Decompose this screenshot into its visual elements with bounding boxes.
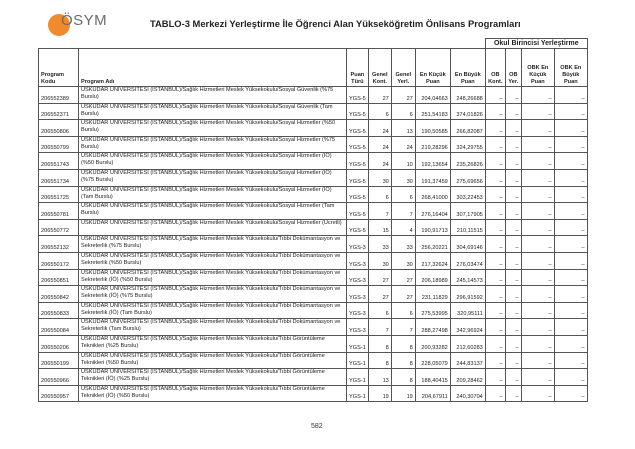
program-code-cell: 206550957 xyxy=(39,385,79,402)
genel-yerl-cell: 6 xyxy=(391,302,415,319)
table-row xyxy=(39,186,588,203)
en-kucuk-puan-cell: 191,37459 xyxy=(415,169,450,186)
puan-turu-cell: YGS-5 xyxy=(347,169,369,186)
ob-yer-cell: -- xyxy=(505,335,521,352)
en-buyuk-puan-cell: 275,69656 xyxy=(450,169,485,186)
obk-en-kucuk-cell: -- xyxy=(521,352,554,369)
program-code-cell: 206550172 xyxy=(39,252,79,269)
en-buyuk-puan-cell: 266,82087 xyxy=(450,120,485,137)
program-code-cell: 206550842 xyxy=(39,286,79,303)
obk-en-buyuk-cell: -- xyxy=(554,87,587,104)
puan-turu-cell: YGS-5 xyxy=(347,120,369,137)
genel-yerl-cell: 6 xyxy=(391,186,415,203)
program-name-cell: ÜSKÜDAR ÜNİVERSİTESİ (İSTANBUL)/Sağlık Hizmetleri Meslek Yüksekokulu/Sosyal Güvenlik (Tam Burslu) xyxy=(79,103,347,120)
en-buyuk-puan-cell: 240,30704 xyxy=(450,385,485,402)
program-name-cell: ÜSKÜDAR ÜNİVERSİTESİ (İSTANBUL)/Sağlık Hizmetleri Meslek Yüksekokulu/Tıbbi Görüntüleme Teknikleri (%25 Burslu) xyxy=(79,335,347,352)
genel-yerl-cell: 4 xyxy=(391,219,415,236)
genel-kont-cell: 19 xyxy=(368,385,391,402)
program-code-cell: 206550966 xyxy=(39,369,79,386)
obk-en-kucuk-cell: -- xyxy=(521,335,554,352)
obk-en-buyuk-cell: -- xyxy=(554,302,587,319)
ob-yer-cell: -- xyxy=(505,219,521,236)
puan-turu-cell: YGS-1 xyxy=(347,352,369,369)
obk-en-kucuk-cell: -- xyxy=(521,369,554,386)
obk-en-kucuk-cell: -- xyxy=(521,87,554,104)
programs-table xyxy=(38,38,588,402)
program-code-cell: 206550833 xyxy=(39,302,79,319)
puan-turu-cell: YGS-3 xyxy=(347,302,369,319)
col-genel-yerl: Genel Yerl. xyxy=(391,49,415,87)
program-name-cell: ÜSKÜDAR ÜNİVERSİTESİ (İSTANBUL)/Sağlık Hizmetleri Meslek Yüksekokulu/Tıbbi Dokümantasyon ve Sekreterlik (Tam Burslu) xyxy=(79,319,347,336)
page-title: TABLO-3 Merkezi Yerleştirme İle Öğrenci Alan Yükseköğretim Önlisans Programları xyxy=(150,18,521,29)
table-row xyxy=(39,203,588,220)
puan-turu-cell: YGS-5 xyxy=(347,219,369,236)
program-name-cell: ÜSKÜDAR ÜNİVERSİTESİ (İSTANBUL)/Sağlık Hizmetleri Meslek Yüksekokulu/Tıbbi Dokümantasyon ve Sekreterlik (%75 Burslu) xyxy=(79,236,347,253)
obk-en-kucuk-cell: -- xyxy=(521,385,554,402)
ob-kont-cell: -- xyxy=(485,87,505,104)
en-kucuk-puan-cell: 256,20221 xyxy=(415,236,450,253)
en-kucuk-puan-cell: 204,67911 xyxy=(415,385,450,402)
obk-en-kucuk-cell: -- xyxy=(521,269,554,286)
table-row xyxy=(39,385,588,402)
genel-kont-cell: 8 xyxy=(368,335,391,352)
obk-en-buyuk-cell: -- xyxy=(554,352,587,369)
ob-yer-cell: -- xyxy=(505,236,521,253)
ob-kont-cell: -- xyxy=(485,352,505,369)
ob-kont-cell: -- xyxy=(485,236,505,253)
genel-yerl-cell: 19 xyxy=(391,385,415,402)
genel-kont-cell: 6 xyxy=(368,302,391,319)
table-row xyxy=(39,369,588,386)
en-kucuk-puan-cell: 288,27498 xyxy=(415,319,450,336)
obk-en-kucuk-cell: -- xyxy=(521,219,554,236)
obk-en-kucuk-cell: -- xyxy=(521,186,554,203)
obk-en-buyuk-cell: -- xyxy=(554,369,587,386)
en-buyuk-puan-cell: 248,26688 xyxy=(450,87,485,104)
col-obk-en-kucuk: OBK En Küçük Puan xyxy=(521,49,554,87)
puan-turu-cell: YGS-5 xyxy=(347,103,369,120)
en-buyuk-puan-cell: 342,96924 xyxy=(450,319,485,336)
program-code-cell: 206552389 xyxy=(39,87,79,104)
program-code-cell: 206550799 xyxy=(39,136,79,153)
ob-yer-cell: -- xyxy=(505,352,521,369)
en-buyuk-puan-cell: 235,26826 xyxy=(450,153,485,170)
col-obk-en-buyuk: OBK En Büyük Puan xyxy=(554,49,587,87)
ob-kont-cell: -- xyxy=(485,153,505,170)
obk-en-buyuk-cell: -- xyxy=(554,286,587,303)
puan-turu-cell: YGS-3 xyxy=(347,236,369,253)
program-code-cell: 206551725 xyxy=(39,186,79,203)
genel-kont-cell: 8 xyxy=(368,352,391,369)
ob-yer-cell: -- xyxy=(505,186,521,203)
genel-yerl-cell: 10 xyxy=(391,153,415,170)
genel-yerl-cell: 8 xyxy=(391,369,415,386)
table-row xyxy=(39,269,588,286)
ob-kont-cell: -- xyxy=(485,203,505,220)
genel-kont-cell: 30 xyxy=(368,169,391,186)
table-row xyxy=(39,169,588,186)
program-code-cell: 206552132 xyxy=(39,236,79,253)
en-buyuk-puan-cell: 307,17905 xyxy=(450,203,485,220)
puan-turu-cell: YGS-5 xyxy=(347,87,369,104)
program-name-cell: ÜSKÜDAR ÜNİVERSİTESİ (İSTANBUL)/Sağlık Hizmetleri Meslek Yüksekokulu/Sosyal Hizmetler (İÖ) (Tam Burslu) xyxy=(79,186,347,203)
ob-yer-cell: -- xyxy=(505,103,521,120)
col-ob-kont: OB Kont. xyxy=(485,49,505,87)
ob-kont-cell: -- xyxy=(485,103,505,120)
table-row xyxy=(39,352,588,369)
program-name-cell: ÜSKÜDAR ÜNİVERSİTESİ (İSTANBUL)/Sağlık Hizmetleri Meslek Yüksekokulu/Sosyal Hizmetler (İÖ) (%50 Burslu) xyxy=(79,153,347,170)
en-buyuk-puan-cell: 245,14573 xyxy=(450,269,485,286)
genel-yerl-cell: 27 xyxy=(391,286,415,303)
en-buyuk-puan-cell: 209,28462 xyxy=(450,369,485,386)
genel-kont-cell: 6 xyxy=(368,103,391,120)
genel-yerl-cell: 8 xyxy=(391,352,415,369)
table-row xyxy=(39,219,588,236)
puan-turu-cell: YGS-3 xyxy=(347,286,369,303)
obk-en-kucuk-cell: -- xyxy=(521,153,554,170)
en-kucuk-puan-cell: 190,50585 xyxy=(415,120,450,137)
obk-en-kucuk-cell: -- xyxy=(521,252,554,269)
program-code-cell: 206550781 xyxy=(39,203,79,220)
genel-yerl-cell: 30 xyxy=(391,169,415,186)
en-buyuk-puan-cell: 276,03474 xyxy=(450,252,485,269)
en-kucuk-puan-cell: 204,04663 xyxy=(415,87,450,104)
obk-en-kucuk-cell: -- xyxy=(521,120,554,137)
obk-en-buyuk-cell: -- xyxy=(554,335,587,352)
program-code-cell: 206550084 xyxy=(39,319,79,336)
genel-yerl-cell: 7 xyxy=(391,319,415,336)
ob-kont-cell: -- xyxy=(485,319,505,336)
ob-kont-cell: -- xyxy=(485,286,505,303)
col-genel-kont: Genel Kont. xyxy=(368,49,391,87)
ob-kont-cell: -- xyxy=(485,385,505,402)
table-row xyxy=(39,302,588,319)
genel-yerl-cell: 8 xyxy=(391,335,415,352)
program-name-cell: ÜSKÜDAR ÜNİVERSİTESİ (İSTANBUL)/Sağlık Hizmetleri Meslek Yüksekokulu/Tıbbi Görüntüleme Teknikleri (İÖ) (%25 Burslu) xyxy=(79,369,347,386)
en-buyuk-puan-cell: 296,91592 xyxy=(450,286,485,303)
en-kucuk-puan-cell: 190,91713 xyxy=(415,219,450,236)
genel-yerl-cell: 27 xyxy=(391,87,415,104)
col-program-kodu: Program Kodu xyxy=(39,49,79,87)
obk-en-buyuk-cell: -- xyxy=(554,219,587,236)
en-buyuk-puan-cell: 320,95111 xyxy=(450,302,485,319)
ob-kont-cell: -- xyxy=(485,169,505,186)
ob-yer-cell: -- xyxy=(505,369,521,386)
table-row xyxy=(39,319,588,336)
program-name-cell: ÜSKÜDAR ÜNİVERSİTESİ (İSTANBUL)/Sağlık Hizmetleri Meslek Yüksekokulu/Tıbbi Dokümantasyon ve Sekreterlik (İÖ) (%75 Burslu) xyxy=(79,286,347,303)
genel-yerl-cell: 30 xyxy=(391,252,415,269)
ob-kont-cell: -- xyxy=(485,219,505,236)
ob-kont-cell: -- xyxy=(485,136,505,153)
puan-turu-cell: YGS-3 xyxy=(347,252,369,269)
program-name-cell: ÜSKÜDAR ÜNİVERSİTESİ (İSTANBUL)/Sağlık Hizmetleri Meslek Yüksekokulu/Tıbbi Dokümantasyon ve Sekreterlik (İÖ) (%50 Burslu) xyxy=(79,269,347,286)
table-row xyxy=(39,87,588,104)
en-kucuk-puan-cell: 217,32624 xyxy=(415,252,450,269)
program-code-cell: 206551743 xyxy=(39,153,79,170)
ob-yer-cell: -- xyxy=(505,286,521,303)
ob-yer-cell: -- xyxy=(505,203,521,220)
genel-kont-cell: 24 xyxy=(368,136,391,153)
program-name-cell: ÜSKÜDAR ÜNİVERSİTESİ (İSTANBUL)/Sağlık Hizmetleri Meslek Yüksekokulu/Sosyal Hizmetler (%75 Burslu) xyxy=(79,136,347,153)
puan-turu-cell: YGS-1 xyxy=(347,369,369,386)
genel-kont-cell: 30 xyxy=(368,252,391,269)
genel-yerl-cell: 6 xyxy=(391,103,415,120)
col-ob-yer: OB Yer. xyxy=(505,49,521,87)
genel-kont-cell: 33 xyxy=(368,236,391,253)
table-row xyxy=(39,335,588,352)
en-buyuk-puan-cell: 303,22453 xyxy=(450,186,485,203)
puan-turu-cell: YGS-3 xyxy=(347,269,369,286)
en-kucuk-puan-cell: 206,18989 xyxy=(415,269,450,286)
ob-yer-cell: -- xyxy=(505,302,521,319)
obk-en-buyuk-cell: -- xyxy=(554,169,587,186)
genel-yerl-cell: 24 xyxy=(391,136,415,153)
program-name-cell: ÜSKÜDAR ÜNİVERSİTESİ (İSTANBUL)/Sağlık Hizmetleri Meslek Yüksekokulu/Sosyal Hizmetler (İÖ) (%75 Burslu) xyxy=(79,169,347,186)
ob-yer-cell: -- xyxy=(505,87,521,104)
genel-yerl-cell: 13 xyxy=(391,120,415,137)
ob-kont-cell: -- xyxy=(485,369,505,386)
puan-turu-cell: YGS-5 xyxy=(347,136,369,153)
ob-yer-cell: -- xyxy=(505,269,521,286)
genel-kont-cell: 27 xyxy=(368,286,391,303)
program-name-cell: ÜSKÜDAR ÜNİVERSİTESİ (İSTANBUL)/Sağlık Hizmetleri Meslek Yüksekokulu/Sosyal Hizmetler (Ücretli) xyxy=(79,219,347,236)
ob-kont-cell: -- xyxy=(485,269,505,286)
obk-en-kucuk-cell: -- xyxy=(521,286,554,303)
program-code-cell: 206550206 xyxy=(39,335,79,352)
genel-kont-cell: 24 xyxy=(368,153,391,170)
table-row xyxy=(39,136,588,153)
obk-en-kucuk-cell: -- xyxy=(521,103,554,120)
page-number: 582 xyxy=(311,423,323,430)
obk-en-buyuk-cell: -- xyxy=(554,120,587,137)
program-name-cell: ÜSKÜDAR ÜNİVERSİTESİ (İSTANBUL)/Sağlık Hizmetleri Meslek Yüksekokulu/Tıbbi Görüntüleme Teknikleri (%50 Burslu) xyxy=(79,352,347,369)
puan-turu-cell: YGS-1 xyxy=(347,335,369,352)
ob-yer-cell: -- xyxy=(505,385,521,402)
obk-en-kucuk-cell: -- xyxy=(521,203,554,220)
genel-yerl-cell: 7 xyxy=(391,203,415,220)
program-name-cell: ÜSKÜDAR ÜNİVERSİTESİ (İSTANBUL)/Sağlık Hizmetleri Meslek Yüksekokulu/Sosyal Hizmetler (Tam Burslu) xyxy=(79,203,347,220)
program-code-cell: 206550806 xyxy=(39,120,79,137)
obk-en-buyuk-cell: -- xyxy=(554,153,587,170)
program-name-cell: ÜSKÜDAR ÜNİVERSİTESİ (İSTANBUL)/Sağlık Hizmetleri Meslek Yüksekokulu/Tıbbi Dokümantasyon ve Sekreterlik (İÖ) (Tam Burslu) xyxy=(79,302,347,319)
col-puan-turu: Puan Türü xyxy=(347,49,369,87)
en-kucuk-puan-cell: 231,11829 xyxy=(415,286,450,303)
genel-kont-cell: 27 xyxy=(368,87,391,104)
obk-en-kucuk-cell: -- xyxy=(521,319,554,336)
en-kucuk-puan-cell: 188,40415 xyxy=(415,369,450,386)
table-row xyxy=(39,252,588,269)
genel-yerl-cell: 33 xyxy=(391,236,415,253)
en-kucuk-puan-cell: 192,13654 xyxy=(415,153,450,170)
en-kucuk-puan-cell: 276,16404 xyxy=(415,203,450,220)
puan-turu-cell: YGS-3 xyxy=(347,319,369,336)
program-name-cell: ÜSKÜDAR ÜNİVERSİTESİ (İSTANBUL)/Sağlık Hizmetleri Meslek Yüksekokulu/Sosyal Hizmetler (%50 Burslu) xyxy=(79,120,347,137)
obk-en-kucuk-cell: -- xyxy=(521,236,554,253)
ob-kont-cell: -- xyxy=(485,186,505,203)
program-code-cell: 206551734 xyxy=(39,169,79,186)
obk-en-buyuk-cell: -- xyxy=(554,252,587,269)
genel-yerl-cell: 27 xyxy=(391,269,415,286)
group-header-okul-birincisi: Okul Birincisi Yerleştirme xyxy=(485,39,587,49)
ob-yer-cell: -- xyxy=(505,319,521,336)
ob-yer-cell: -- xyxy=(505,252,521,269)
ob-yer-cell: -- xyxy=(505,120,521,137)
en-kucuk-puan-cell: 200,93282 xyxy=(415,335,450,352)
table-row xyxy=(39,103,588,120)
genel-kont-cell: 7 xyxy=(368,319,391,336)
en-kucuk-puan-cell: 228,05079 xyxy=(415,352,450,369)
program-code-cell: 206550199 xyxy=(39,352,79,369)
col-en-buyuk-puan: En Büyük Puan xyxy=(450,49,485,87)
en-buyuk-puan-cell: 374,01826 xyxy=(450,103,485,120)
table-row xyxy=(39,153,588,170)
obk-en-kucuk-cell: -- xyxy=(521,302,554,319)
ob-kont-cell: -- xyxy=(485,302,505,319)
table-row xyxy=(39,120,588,137)
obk-en-buyuk-cell: -- xyxy=(554,203,587,220)
ob-yer-cell: -- xyxy=(505,153,521,170)
genel-kont-cell: 15 xyxy=(368,219,391,236)
en-buyuk-puan-cell: 210,11515 xyxy=(450,219,485,236)
table-row xyxy=(39,236,588,253)
puan-turu-cell: YGS-5 xyxy=(347,203,369,220)
obk-en-buyuk-cell: -- xyxy=(554,136,587,153)
program-code-cell: 206550772 xyxy=(39,219,79,236)
en-buyuk-puan-cell: 212,60283 xyxy=(450,335,485,352)
genel-kont-cell: 13 xyxy=(368,369,391,386)
obk-en-buyuk-cell: -- xyxy=(554,236,587,253)
ob-yer-cell: -- xyxy=(505,136,521,153)
osym-logo xyxy=(48,12,128,36)
obk-en-kucuk-cell: -- xyxy=(521,169,554,186)
obk-en-buyuk-cell: -- xyxy=(554,186,587,203)
obk-en-buyuk-cell: -- xyxy=(554,319,587,336)
genel-kont-cell: 7 xyxy=(368,203,391,220)
obk-en-buyuk-cell: -- xyxy=(554,269,587,286)
puan-turu-cell: YGS-1 xyxy=(347,385,369,402)
genel-kont-cell: 27 xyxy=(368,269,391,286)
genel-kont-cell: 6 xyxy=(368,186,391,203)
en-buyuk-puan-cell: 324,29755 xyxy=(450,136,485,153)
en-kucuk-puan-cell: 219,28296 xyxy=(415,136,450,153)
puan-turu-cell: YGS-5 xyxy=(347,186,369,203)
genel-kont-cell: 24 xyxy=(368,120,391,137)
logo-text: ÖSYM xyxy=(61,12,108,29)
obk-en-kucuk-cell: -- xyxy=(521,136,554,153)
table-row xyxy=(39,286,588,303)
puan-turu-cell: YGS-5 xyxy=(347,153,369,170)
en-buyuk-puan-cell: 244,83137 xyxy=(450,352,485,369)
ob-kont-cell: -- xyxy=(485,120,505,137)
en-buyuk-puan-cell: 304,69146 xyxy=(450,236,485,253)
en-kucuk-puan-cell: 268,41000 xyxy=(415,186,450,203)
program-name-cell: ÜSKÜDAR ÜNİVERSİTESİ (İSTANBUL)/Sağlık Hizmetleri Meslek Yüksekokulu/Tıbbi Görüntüleme Teknikleri (İÖ) (%50 Burslu) xyxy=(79,385,347,402)
ob-kont-cell: -- xyxy=(485,252,505,269)
obk-en-buyuk-cell: -- xyxy=(554,103,587,120)
program-name-cell: ÜSKÜDAR ÜNİVERSİTESİ (İSTANBUL)/Sağlık Hizmetleri Meslek Yüksekokulu/Tıbbi Dokümantasyon ve Sekreterlik (%50 Burslu) xyxy=(79,252,347,269)
obk-en-buyuk-cell: -- xyxy=(554,385,587,402)
program-code-cell: 206552371 xyxy=(39,103,79,120)
col-en-kucuk-puan: En Küçük Puan xyxy=(415,49,450,87)
ob-kont-cell: -- xyxy=(485,335,505,352)
program-name-cell: ÜSKÜDAR ÜNİVERSİTESİ (İSTANBUL)/Sağlık Hizmetleri Meslek Yüksekokulu/Sosyal Güvenlik (%75 Burslu) xyxy=(79,87,347,104)
en-kucuk-puan-cell: 275,53995 xyxy=(415,302,450,319)
program-code-cell: 206550851 xyxy=(39,269,79,286)
en-kucuk-puan-cell: 251,54183 xyxy=(415,103,450,120)
ob-yer-cell: -- xyxy=(505,169,521,186)
col-program-adi: Program Adı xyxy=(79,49,347,87)
